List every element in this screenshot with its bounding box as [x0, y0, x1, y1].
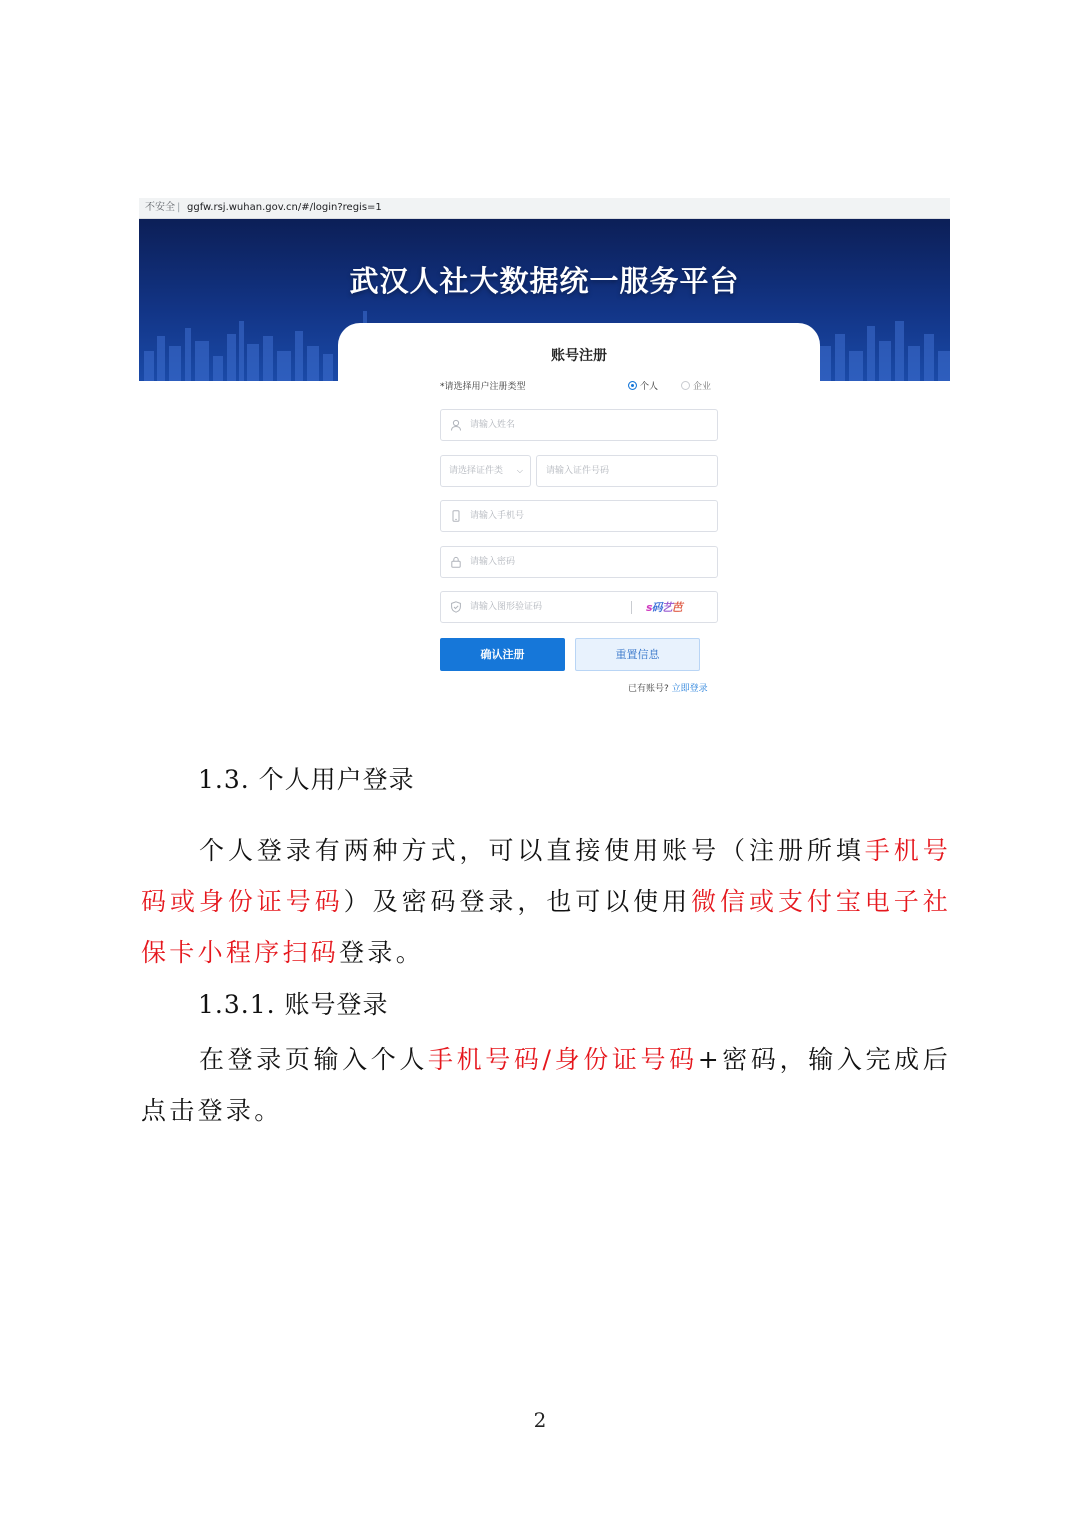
para1-highlight-2: 微信或支付宝电子社保卡小程序扫码 — [141, 887, 952, 967]
name-placeholder: 请输入姓名 — [470, 420, 516, 430]
para2-text-2: +密码，输入完成后点击登录。 — [141, 1045, 951, 1125]
para1-text-2: ）及密码登录，也可以使用 — [343, 887, 692, 916]
phone-icon — [450, 510, 462, 522]
radio-personal[interactable] — [628, 379, 658, 392]
captcha-char: 码 — [651, 601, 662, 614]
insecure-label: 不安全 — [145, 202, 175, 213]
browser-address-bar[interactable] — [139, 198, 950, 219]
captcha-input[interactable] — [440, 591, 718, 623]
captcha-char: 芭 — [671, 601, 682, 614]
radio-company-label: 企业 — [693, 382, 712, 392]
radio-unchecked-icon — [681, 381, 690, 390]
password-placeholder: 请输入密码 — [470, 557, 516, 567]
already-have-account-text: 已有账号? — [628, 684, 669, 694]
user-type-label: *请选择用户注册类型 — [440, 382, 526, 392]
id-number-input[interactable] — [536, 455, 718, 487]
radio-checked-icon — [628, 381, 637, 390]
captcha-char: 艺 — [661, 601, 672, 614]
register-card — [338, 323, 820, 703]
platform-title: 武汉人社大数据统一服务平台 — [349, 264, 740, 298]
captcha-char: s — [646, 601, 652, 614]
section-heading-1-3-1: 1.3.1. 账号登录 — [198, 990, 389, 1019]
radio-company[interactable] — [681, 379, 711, 392]
para2-text-1: 在登录页输入个人 — [199, 1045, 429, 1074]
para2-highlight-1: 手机号码/身份证号码 — [428, 1045, 698, 1074]
user-icon — [450, 419, 462, 431]
reset-info-button[interactable]: 重置信息 — [575, 638, 700, 671]
address-separator: | — [177, 202, 181, 213]
confirm-register-button[interactable]: 确认注册 — [440, 638, 565, 671]
login-now-link[interactable]: 立即登录 — [671, 684, 708, 694]
password-input[interactable] — [440, 546, 718, 578]
url-text[interactable]: ggfw.rsj.wuhan.gov.cn/#/login?regis=1 — [187, 202, 382, 213]
captcha-image[interactable] — [646, 593, 682, 623]
captcha-divider — [631, 601, 632, 614]
captcha-placeholder: 请输入图形验证码 — [470, 602, 543, 612]
login-prompt — [628, 681, 708, 694]
para1-text-3: 登录。 — [339, 938, 425, 967]
page-number: 2 — [533, 1408, 547, 1432]
phone-placeholder: 请输入手机号 — [470, 511, 525, 521]
phone-input[interactable] — [440, 500, 718, 532]
name-input[interactable] — [440, 409, 718, 441]
section-heading-1-3: 1.3. 个人用户登录 — [198, 765, 415, 794]
lock-icon — [450, 556, 462, 568]
shield-icon — [450, 601, 462, 613]
chevron-down-icon: ⌵ — [516, 466, 523, 475]
paragraph-account-login — [141, 1034, 951, 1136]
id-number-placeholder: 请输入证件号码 — [546, 466, 610, 476]
id-type-placeholder: 请选择证件类 — [449, 466, 504, 476]
id-type-select[interactable] — [440, 455, 531, 487]
paragraph-login-methods — [141, 825, 951, 978]
register-title: 账号注册 — [551, 348, 607, 364]
radio-personal-label: 个人 — [640, 382, 659, 392]
para1-text-1: 个人登录有两种方式，可以直接使用账号（注册所填 — [199, 836, 865, 865]
para1-highlight-1: 手机号码或身份证号码 — [141, 836, 951, 916]
registration-screenshot — [139, 198, 950, 703]
